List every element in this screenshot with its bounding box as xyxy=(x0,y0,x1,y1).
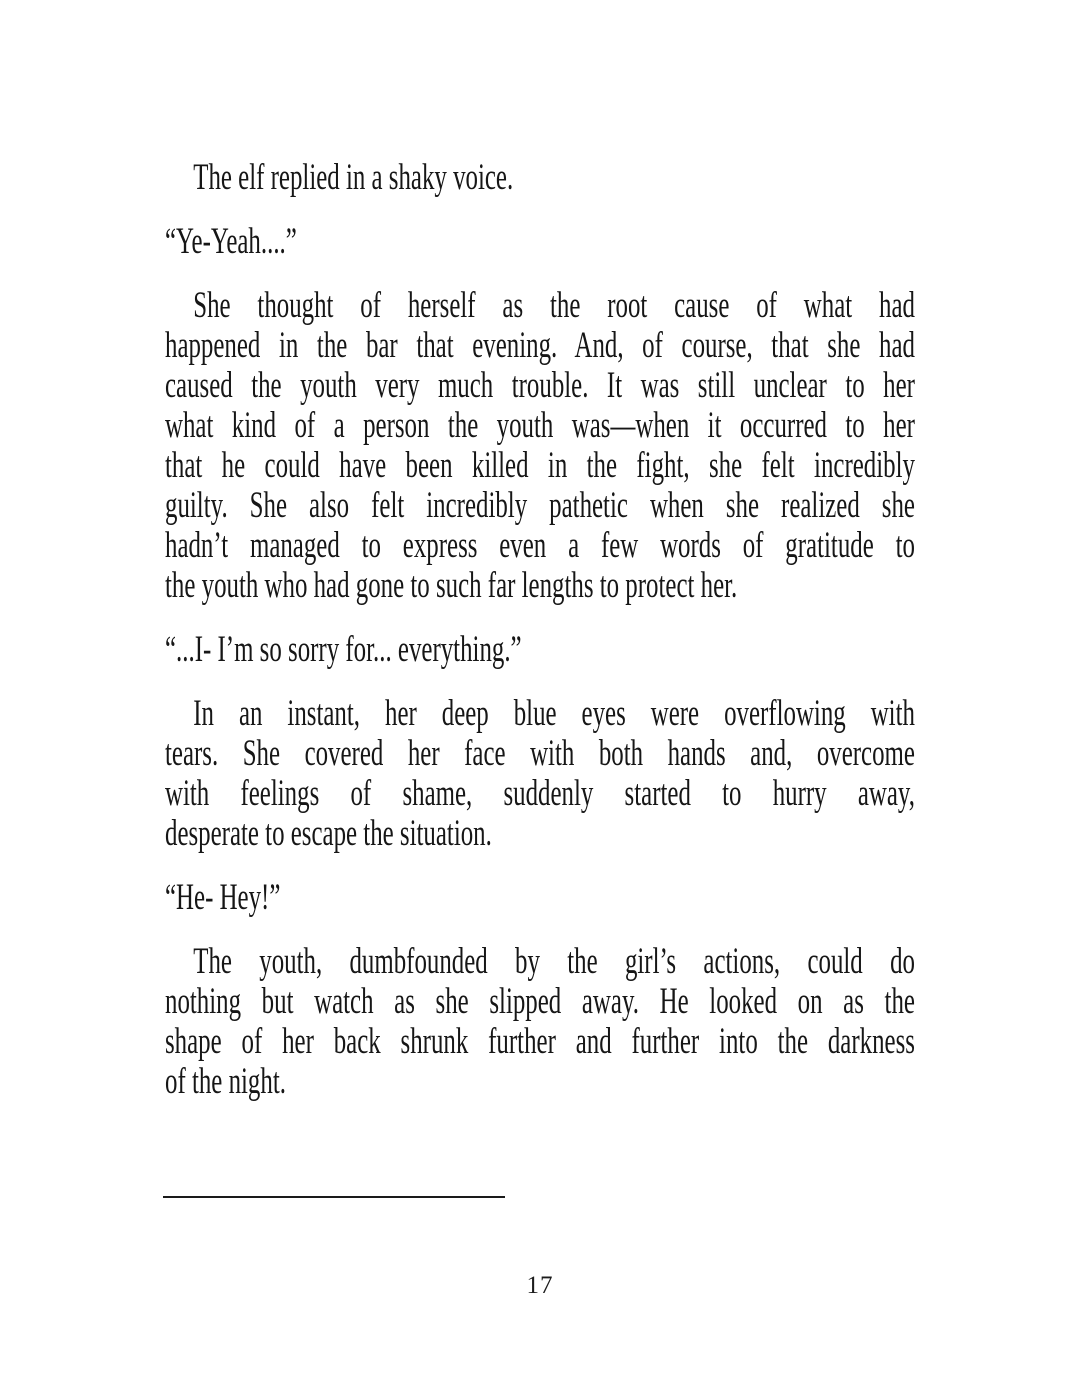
text-line: the youth who had gone to such far lengths to protect her. xyxy=(165,565,738,606)
paragraph xyxy=(165,286,915,606)
paragraph xyxy=(165,158,915,198)
paragraph xyxy=(165,942,915,1102)
text-line: shape of her back shrunk further and further into the darkness xyxy=(165,1021,915,1062)
paragraph xyxy=(165,878,915,918)
text-line: happened in the bar that evening. And, of course, that she had xyxy=(165,325,915,366)
footnote-rule xyxy=(163,1196,505,1198)
text-line: She thought of herself as the root cause of what had xyxy=(193,285,915,326)
text-block xyxy=(165,158,915,1102)
text-line: “He- Hey!” xyxy=(165,877,281,918)
text-line: In an instant, her deep blue eyes were overflowing with xyxy=(193,693,915,734)
text-line: “Ye-Yeah....” xyxy=(165,221,297,262)
text-line: desperate to escape the situation. xyxy=(165,813,492,854)
text-line: tears. She covered her face with both hands and, overcome xyxy=(165,733,915,774)
text-line: what kind of a person the youth was—when it occurred to her xyxy=(165,405,915,446)
text-line: hadn’t managed to express even a few words of gratitude to xyxy=(165,525,915,566)
text-line: guilty. She also felt incredibly pathetic when she realized she xyxy=(165,485,915,526)
text-line: that he could have been killed in the fight, she felt incredibly xyxy=(165,445,915,486)
text-line: The elf replied in a shaky voice. xyxy=(193,157,514,198)
text-line: The youth, dumbfounded by the girl’s actions, could do xyxy=(193,941,915,982)
text-line: caused the youth very much trouble. It was still unclear to her xyxy=(165,365,915,406)
paragraph xyxy=(165,694,915,854)
paragraph xyxy=(165,222,915,262)
text-line: with feelings of shame, suddenly started to hurry away, xyxy=(165,773,915,814)
text-line: of the night. xyxy=(165,1061,286,1102)
text-line: nothing but watch as she slipped away. He looked on as the xyxy=(165,981,915,1022)
page-number: 17 xyxy=(526,1272,554,1299)
paragraph xyxy=(165,630,915,670)
text-line: “...I- I’m so sorry for... everything.” xyxy=(165,629,522,670)
